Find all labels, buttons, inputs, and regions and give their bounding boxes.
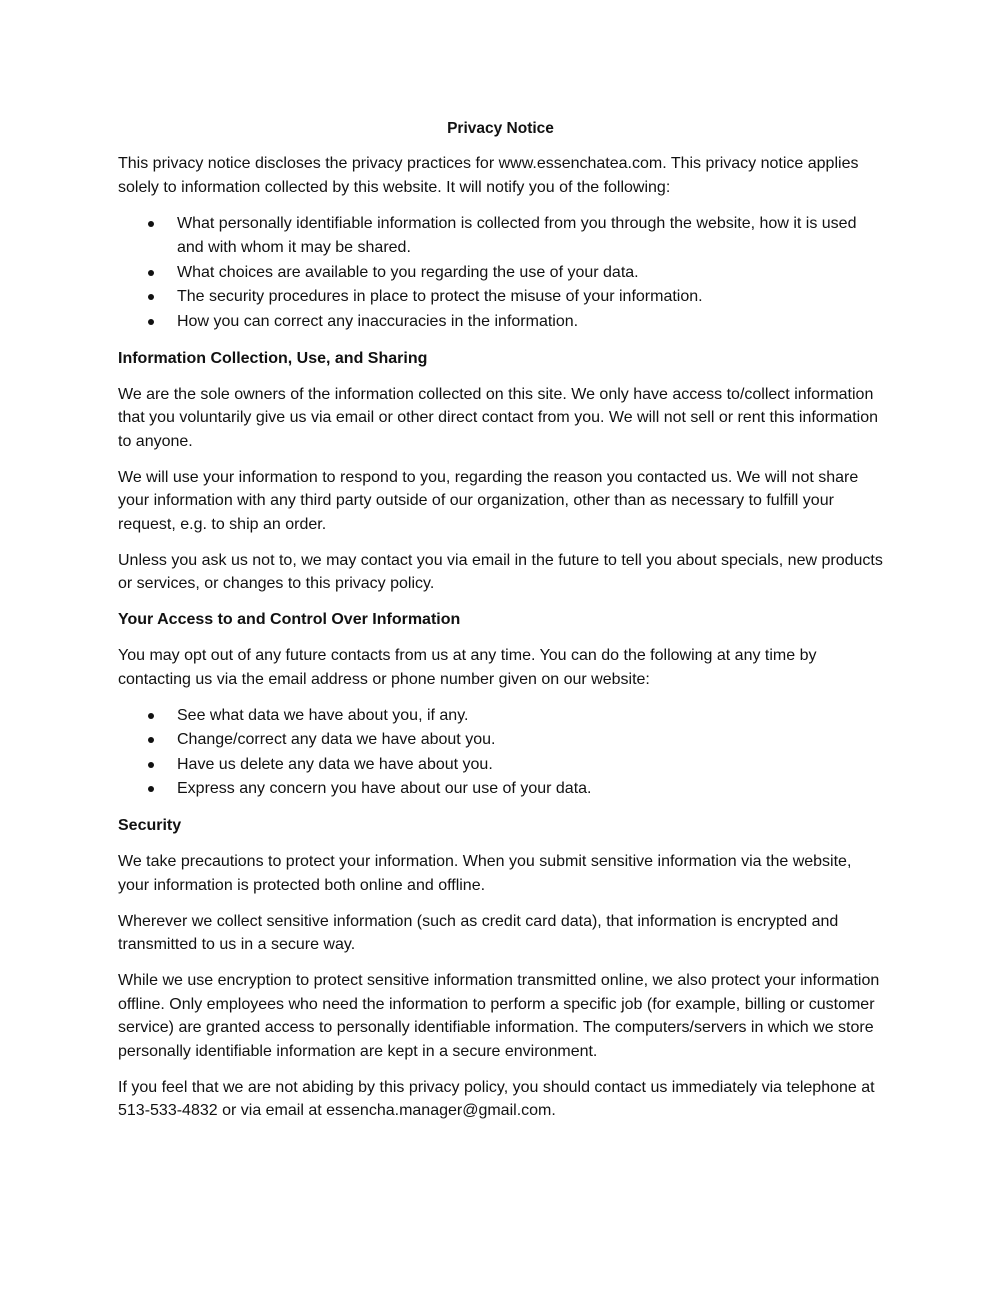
list-item — [118, 728, 883, 753]
contact-paragraph: If you feel that we are not abiding by this privacy policy, you should contact us immediately via telephone at 513-533-4832 or via email at essencha.manager@gmail.com. — [118, 1078, 875, 1119]
collection-paragraph: We are the sole owners of the information collected on this site. We only have access to/collect information that you voluntarily give us via email or other direct contact from you. We will not sell or rent this information to anyone. — [118, 385, 879, 450]
section-heading-collection: Information Collection, Use, and Sharing — [118, 349, 428, 367]
collection-paragraph: We will use your information to respond to you, regarding the reason you contacted us. We will not share your information with any third party outside of our organization, other than as necessary to fulfill your request, e.g. to ship an order. — [118, 468, 859, 533]
list-item-text: What choices are available to you regarding the use of your data. — [177, 263, 639, 281]
bullet-icon — [148, 737, 154, 743]
intro-bullet-list — [118, 212, 883, 335]
bullet-icon — [148, 319, 154, 325]
bullet-icon — [148, 713, 154, 719]
list-item — [118, 212, 883, 261]
list-item-text: Express any concern you have about our use of your data. — [177, 780, 592, 797]
intro-paragraph: This privacy notice discloses the privacy practices for www.essenchatea.com. This privacy notice applies solely to information collected by this website. It will notify you of the following: — [118, 155, 859, 196]
list-item — [118, 777, 883, 802]
security-paragraph: Wherever we collect sensitive information (such as credit card data), that information is encrypted and transmitted to us in a secure way. — [118, 912, 839, 953]
document-page — [118, 117, 883, 1135]
bullet-icon — [148, 270, 154, 276]
section-heading-access: Your Access to and Control Over Information — [118, 611, 461, 628]
page-title: Privacy Notice — [447, 120, 554, 137]
security-paragraph: We take precautions to protect your information. When you submit sensitive information via the website, your information is protected both online and offline. — [118, 853, 852, 894]
access-bullet-list — [118, 704, 883, 802]
list-item-text: The security procedures in place to protect the misuse of your information. — [177, 288, 703, 305]
list-item — [118, 704, 883, 729]
bullet-icon — [148, 786, 154, 792]
list-item — [118, 753, 883, 778]
list-item-text: See what data we have about you, if any. — [177, 706, 469, 724]
list-item — [118, 261, 883, 286]
list-item-text: Have us delete any data we have about you. — [177, 755, 493, 773]
list-item — [118, 285, 883, 310]
section-heading-security: Security — [118, 817, 182, 834]
access-paragraph: You may opt out of any future contacts from us at any time. You can do the following at any time by contacting us via the email address or phone number given on our website: — [118, 647, 817, 688]
list-item — [118, 310, 883, 335]
list-item-text: How you can correct any inaccuracies in the information. — [177, 312, 579, 330]
security-paragraph: While we use encryption to protect sensitive information transmitted online, we also protect your information offline. Only employees who need the information to perform a specific job (for example, billing or customer service) are granted access to personally identifiable information. The computers/servers in which we store personally identifiable information are kept in a secure environment. — [118, 972, 880, 1060]
list-item-text: Change/correct any data we have about you. — [177, 731, 496, 748]
list-item-text: What personally identifiable information is collected from you through the website, how it is used and with whom it may be shared. — [177, 214, 857, 256]
collection-paragraph: Unless you ask us not to, we may contact you via email in the future to tell you about specials, new products or services, or changes to this privacy policy. — [118, 551, 883, 592]
bullet-icon — [148, 221, 154, 227]
bullet-icon — [148, 762, 154, 768]
bullet-icon — [148, 294, 154, 300]
